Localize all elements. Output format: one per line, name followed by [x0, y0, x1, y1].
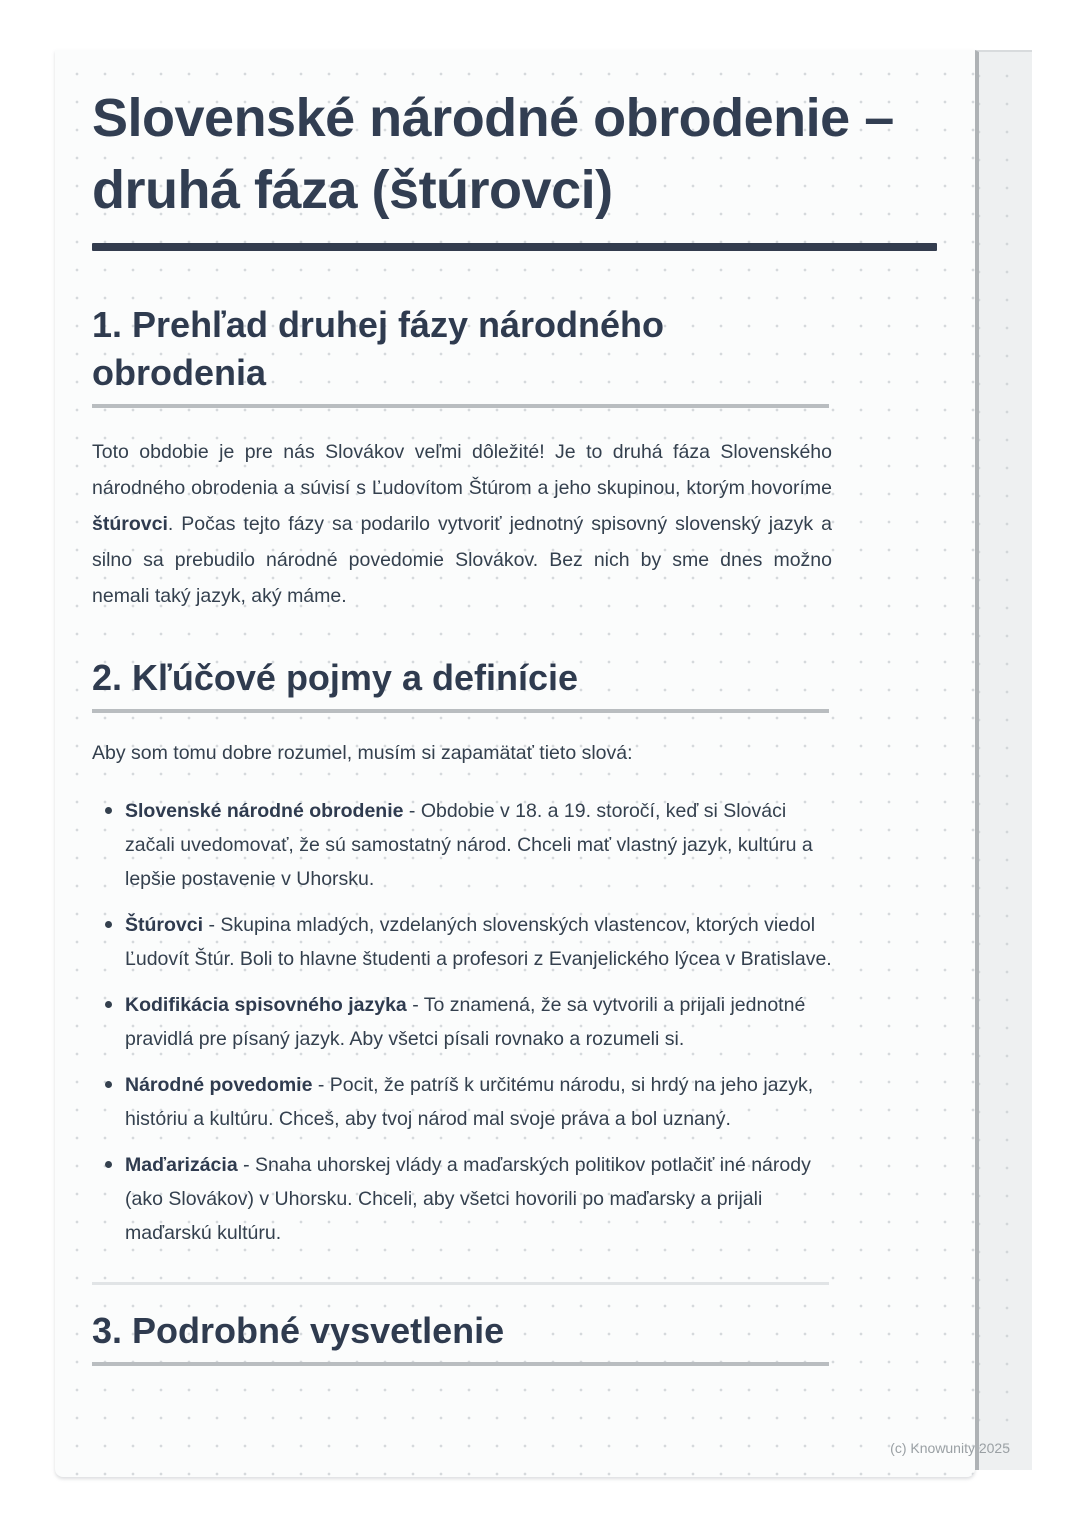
section-1-heading: 1. Prehľad druhej fázy národného obrodenia — [92, 304, 664, 393]
title-underline — [92, 243, 937, 251]
paragraph-bold-term: štúrovci — [92, 513, 168, 535]
page-content — [55, 82, 975, 1366]
document-page — [55, 50, 975, 1477]
paragraph-text-before: Toto obdobie je pre nás Slovákov veľmi dôležité! Je to druhá fáza Slovenského národného obrodenia a súvisí s Ľudovítom Štúrom a jeho skupinou, ktorým hovoríme — [92, 441, 832, 499]
list-item — [92, 1068, 832, 1136]
document-title: Slovenské národné obrodenie – druhá fáza (štúrovci) — [92, 88, 894, 220]
term-name: Národné povedomie — [125, 1074, 313, 1096]
term-name: Štúrovci — [125, 914, 204, 936]
term-name: Maďarizácia — [125, 1154, 238, 1176]
term-name: Slovenské národné obrodenie — [125, 800, 404, 822]
section-divider — [92, 1282, 829, 1285]
section-3-heading: 3. Podrobné vysvetlenie — [92, 1310, 505, 1351]
copyright-watermark: (c) Knowunity 2025 — [890, 1440, 1010, 1456]
paragraph-text-after: . Počas tejto fázy sa podarilo vytvoriť jednotný spisovný slovenský jazyk a silno sa prebudilo národné povedomie Slovákov. Bez nich by sme dnes možno nemali taký jazyk, aký máme. — [92, 513, 832, 607]
list-item — [92, 988, 832, 1056]
section-3-underline — [92, 1362, 829, 1366]
section-2-heading: 2. Kľúčové pojmy a definície — [92, 657, 579, 698]
term-definition: - Skupina mladých, vzdelaných slovenských vlastencov, ktorých viedol Ľudovít Štúr. Boli to hlavne študenti a profesori z Evanjelického lýcea v Bratislave. — [125, 914, 832, 970]
section-2-intro: Aby som tomu dobre rozumel, musím si zapamätať tieto slová: — [92, 742, 633, 764]
next-page-edge — [975, 50, 1032, 1470]
term-definition: - Snaha uhorskej vlády a maďarských politikov potlačiť iné národy (ako Slovákov) v Uhorsku. Chceli, aby všetci hovorili po maďarsky a prijali maďarskú kultúru. — [125, 1154, 811, 1244]
section-1-paragraph — [92, 434, 832, 614]
list-item — [92, 908, 832, 976]
term-definition: - To znamená, že sa vytvorili a prijali jednotné pravidlá pre písaný jazyk. Aby všetci písali rovnako a rozumeli si. — [125, 994, 806, 1050]
key-terms-list — [92, 794, 832, 1250]
section-2-underline — [92, 709, 829, 713]
term-definition: - Pocit, že patríš k určitému národu, si hrdý na jeho jazyk, históriu a kultúru. Chceš, aby tvoj národ mal svoje práva a bol uznaný. — [125, 1074, 814, 1130]
section-1-underline — [92, 404, 829, 408]
list-item — [92, 794, 832, 896]
term-definition: - Obdobie v 18. a 19. storočí, keď si Slováci začali uvedomovať, že sú samostatný národ. Chceli mať vlastný jazyk, kultúru a lepšie postavenie v Uhorsku. — [125, 800, 813, 890]
list-item — [92, 1148, 832, 1250]
term-name: Kodifikácia spisovného jazyka — [125, 994, 407, 1016]
